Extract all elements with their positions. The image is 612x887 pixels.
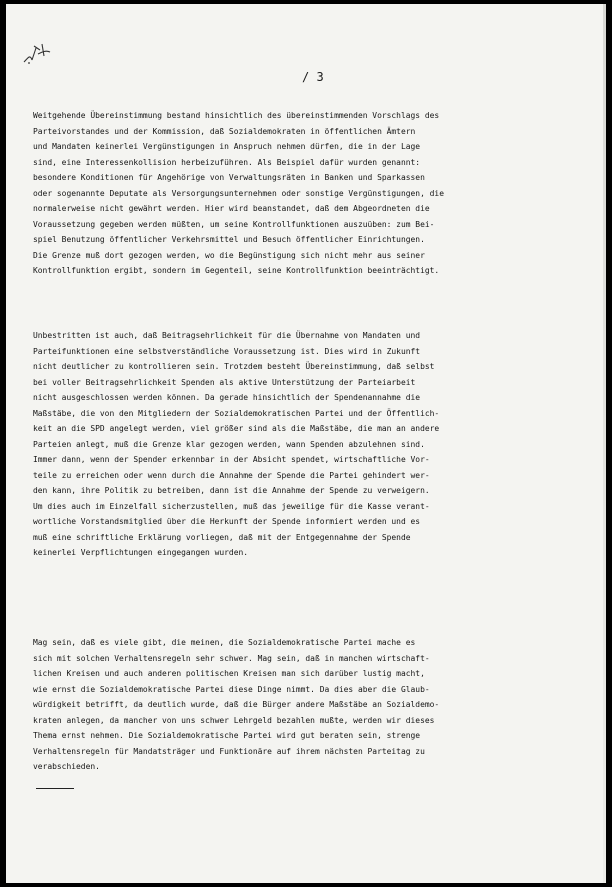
text-line: spiel Benutzung öffentlicher Verkehrsmittel und Besuch öffentlicher Einrichtungen. xyxy=(33,235,425,244)
text-line: Maßstäbe, die von den Mitgliedern der Sozialdemokratischen Partei und der Öffentlich- xyxy=(33,408,440,418)
text-line: besondere Konditionen für Angehörige von Verwaltungsräten in Banken und Sparkassen xyxy=(33,173,425,182)
text-line: Parteifunktionen eine selbstverständliche Voraussetzung ist. Dies wird in Zukunft xyxy=(33,346,421,356)
text-line: kraten anlegen, da mancher von uns schwer Lehrgeld bezahlen mußte, werden wir dieses xyxy=(33,715,435,725)
page-number: / 3 xyxy=(302,70,324,84)
text-line: bei voller Beitragsehrlichkeit Spenden als aktive Unterstützung der Parteiarbeit xyxy=(33,377,416,387)
text-line: Verhaltensregeln für Mandatsträger und Funktionäre auf ihrem nächsten Parteitag zu xyxy=(33,746,425,756)
document-page xyxy=(6,4,606,883)
text-line: keinerlei Verpflichtungen eingegangen wurden. xyxy=(33,548,249,557)
text-line: wie ernst die Sozialdemokratische Partei diese Dinge nimmt. Da dies aber die Glaub- xyxy=(33,684,430,694)
text-line: lichen Kreisen und auch anderen politischen Kreisen man sich darüber lustig macht, xyxy=(33,669,425,678)
text-line: sind, eine Interessenkollision herbeizuführen. Als Beispiel dafür wurden genannt: xyxy=(33,157,421,167)
text-line: Um dies auch im Einzelfall sicherzustellen, muß das jeweilige für die Kasse verant- xyxy=(33,501,430,511)
text-line: den kann, ihre Politik zu betreiben, dann ist die Annahme der Spende zu verweigern. xyxy=(33,486,430,495)
text-line: keit an die SPD angelegt werden, viel größer sind als die Maßstäbe, die man an andere xyxy=(33,424,440,433)
text-line: Voraussetzung gegeben werden müßten, um seine Kontrollfunktionen auszuüben: zum Bei- xyxy=(33,219,435,229)
text-line: nicht ausgeschlossen werden können. Da gerade hinsichtlich der Spendenannahme die xyxy=(33,393,421,402)
text-line: normalerweise nicht gewährt werden. Hier wird beanstandet, daß dem Abgeordneten die xyxy=(33,204,430,213)
text-line: Weitgehende Übereinstimmung bestand hinsichtlich des übereinstimmenden Vorschlags des xyxy=(33,111,440,120)
text-line: Kontrollfunktion ergibt, sondern im Gegenteil, seine Kontrollfunktion beeinträchtigt. xyxy=(33,266,440,275)
text-line: Die Grenze muß dort gezogen werden, wo die Begünstigung sich nicht mehr aus seiner xyxy=(33,250,425,260)
text-line: wortliche Vorstandsmitglied über die Herkunft der Spende informiert werden und es xyxy=(33,517,421,526)
paragraph-2 xyxy=(33,328,605,561)
text-line: oder sogenannte Deputate als Versorgungsunternehmen oder sonstige Vergünstigungen, die xyxy=(33,188,444,198)
text-line: Thema ernst nehmen. Die Sozialdemokratische Partei wird gut beraten sein, strenge xyxy=(33,731,421,740)
paragraph-3 xyxy=(33,635,605,775)
text-line: und Mandaten keinerlei Vergünstigungen in Anspruch nehmen dürfen, die in der Lage xyxy=(33,142,421,151)
paragraph-1 xyxy=(33,108,605,279)
text-line: Immer dann, wenn der Spender erkennbar in der Absicht spendet, wirtschaftliche Vor- xyxy=(33,455,430,464)
text-line: Parteivorstandes und der Kommission, daß Sozialdemokraten in öffentlichen Ämtern xyxy=(33,126,416,136)
text-line: verabschieden. xyxy=(33,762,100,771)
text-line: teile zu erreichen oder wenn durch die Annahme der Spende die Partei gehindert wer- xyxy=(33,470,430,480)
handwritten-mark-icon xyxy=(20,40,60,66)
closing-rule xyxy=(36,788,74,789)
scan-edge xyxy=(603,4,606,883)
text-line: sich mit solchen Verhaltensregeln sehr schwer. Mag sein, daß in manchen wirtschaft- xyxy=(33,653,430,663)
text-line: muß eine schriftliche Erklärung vorliegen, daß mit der Entgegennahme der Spende xyxy=(33,532,411,542)
text-line: nicht deutlicher zu kontrollieren sein. Trotzdem besteht Übereinstimmung, daß selbst xyxy=(33,362,435,371)
text-line: Mag sein, daß es viele gibt, die meinen, die Sozialdemokratische Partei mache es xyxy=(33,638,416,647)
text-line: Unbestritten ist auch, daß Beitragsehrlichkeit für die Übernahme von Mandaten und xyxy=(33,331,421,340)
text-line: Parteien anlegt, muß die Grenze klar gezogen werden, wann Spenden abzulehnen sind. xyxy=(33,439,425,449)
text-line: würdigkeit betrifft, da deutlich wurde, daß die Bürger andere Maßstäbe an Sozialdemo- xyxy=(33,700,440,709)
